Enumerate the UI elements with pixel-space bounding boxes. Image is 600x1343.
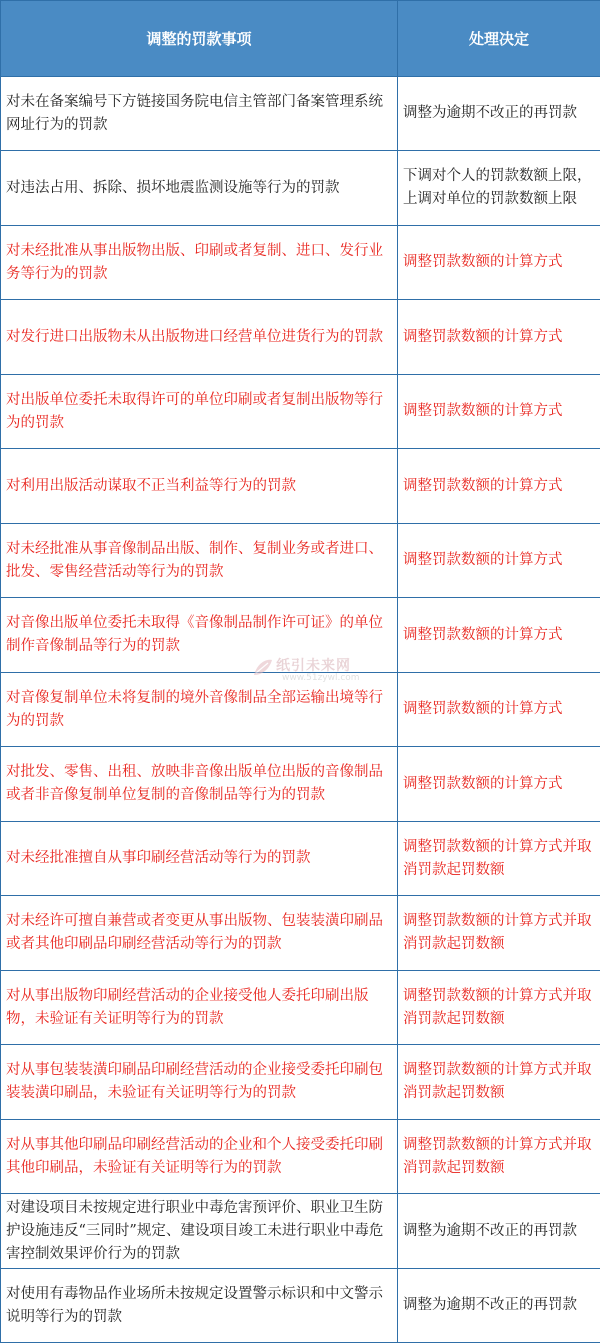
decision-cell: 调整为逾期不改正的再罚款 [398, 1269, 600, 1343]
penalty-item-cell: 对发行进口出版物未从出版物进口经营单位进货行为的罚款 [1, 300, 398, 375]
decision-cell: 调整罚款数额的计算方式并取消罚款起罚数额 [398, 1045, 600, 1120]
penalty-item-cell: 对从事其他印刷品印刷经营活动的企业和个人接受委托印刷其他印刷品，未验证有关证明等行为的罚款 [1, 1120, 398, 1194]
decision-cell: 调整罚款数额的计算方式 [398, 598, 600, 673]
penalty-item-cell: 对建设项目未按规定进行职业中毒危害预评价、职业卫生防护设施违反“三同时”规定、建设项目竣工未进行职业中毒危害控制效果评价行为的罚款 [1, 1194, 398, 1269]
table-row [1, 822, 600, 896]
penalty-item-cell: 对未经批准从事出版物出版、印刷或者复制、进口、发行业务等行为的罚款 [1, 226, 398, 300]
table-row [1, 226, 600, 300]
table-row [1, 524, 600, 598]
penalty-item-cell: 对未在备案编号下方链接国务院电信主管部门备案管理系统网址行为的罚款 [1, 77, 398, 151]
table-row [1, 300, 600, 375]
table-row [1, 673, 600, 747]
penalty-item-cell: 对违法占用、拆除、损坏地震监测设施等行为的罚款 [1, 151, 398, 226]
decision-cell: 调整为逾期不改正的再罚款 [398, 1194, 600, 1269]
header-penalty-item: 调整的罚款事项 [1, 1, 398, 77]
table-row [1, 747, 600, 822]
decision-cell: 下调对个人的罚款数额上限，上调对单位的罚款数额上限 [398, 151, 600, 226]
decision-cell: 调整罚款数额的计算方式并取消罚款起罚数额 [398, 1120, 600, 1194]
table-row [1, 1120, 600, 1194]
penalty-item-cell: 对使用有毒物品作业场所未按规定设置警示标识和中文警示说明等行为的罚款 [1, 1269, 398, 1343]
decision-cell: 调整为逾期不改正的再罚款 [398, 77, 600, 151]
table-header-row [1, 1, 600, 77]
decision-cell: 调整罚款数额的计算方式并取消罚款起罚数额 [398, 896, 600, 971]
table-row [1, 598, 600, 673]
penalty-item-cell: 对批发、零售、出租、放映非音像出版单位出版的音像制品或者非音像复制单位复制的音像制品等行为的罚款 [1, 747, 398, 822]
table-row [1, 449, 600, 524]
decision-cell: 调整罚款数额的计算方式 [398, 673, 600, 747]
header-decision: 处理决定 [398, 1, 600, 77]
penalty-item-cell: 对未经批准擅自从事印刷经营活动等行为的罚款 [1, 822, 398, 896]
table-row [1, 77, 600, 151]
decision-cell: 调整罚款数额的计算方式 [398, 747, 600, 822]
penalty-item-cell: 对未经批准从事音像制品出版、制作、复制业务或者进口、批发、零售经营活动等行为的罚款 [1, 524, 398, 598]
watermark-url: www.51zywl.com [282, 673, 362, 683]
table-row [1, 896, 600, 971]
penalty-item-cell: 对音像出版单位委托未取得《音像制品制作许可证》的单位制作音像制品等行为的罚款 [1, 598, 398, 673]
penalty-item-cell: 对从事出版物印刷经营活动的企业接受他人委托印刷出版物，未验证有关证明等行为的罚款 [1, 971, 398, 1045]
penalty-item-cell: 对音像复制单位未将复制的境外音像制品全部运输出境等行为的罚款 [1, 673, 398, 747]
decision-cell: 调整罚款数额的计算方式 [398, 375, 600, 449]
decision-cell: 调整罚款数额的计算方式并取消罚款起罚数额 [398, 971, 600, 1045]
decision-cell: 调整罚款数额的计算方式 [398, 524, 600, 598]
decision-cell: 调整罚款数额的计算方式 [398, 226, 600, 300]
penalty-item-cell: 对出版单位委托未取得许可的单位印刷或者复制出版物等行为的罚款 [1, 375, 398, 449]
decision-cell: 调整罚款数额的计算方式 [398, 449, 600, 524]
table-row [1, 151, 600, 226]
penalty-item-cell: 对未经许可擅自兼营或者变更从事出版物、包装装潢印刷品或者其他印刷品印刷经营活动等行为的罚款 [1, 896, 398, 971]
penalty-item-cell: 对从事包装装潢印刷品印刷经营活动的企业接受委托印刷包装装潢印刷品，未验证有关证明等行为的罚款 [1, 1045, 398, 1120]
decision-cell: 调整罚款数额的计算方式并取消罚款起罚数额 [398, 822, 600, 896]
decision-cell: 调整罚款数额的计算方式 [398, 300, 600, 375]
watermark-name: 纸引未来网 [276, 655, 362, 675]
table-row [1, 1045, 600, 1120]
table-row [1, 1269, 600, 1343]
table-row [1, 375, 600, 449]
table-row [1, 1194, 600, 1269]
table-row [1, 971, 600, 1045]
penalty-item-cell: 对利用出版活动谋取不正当利益等行为的罚款 [1, 449, 398, 524]
